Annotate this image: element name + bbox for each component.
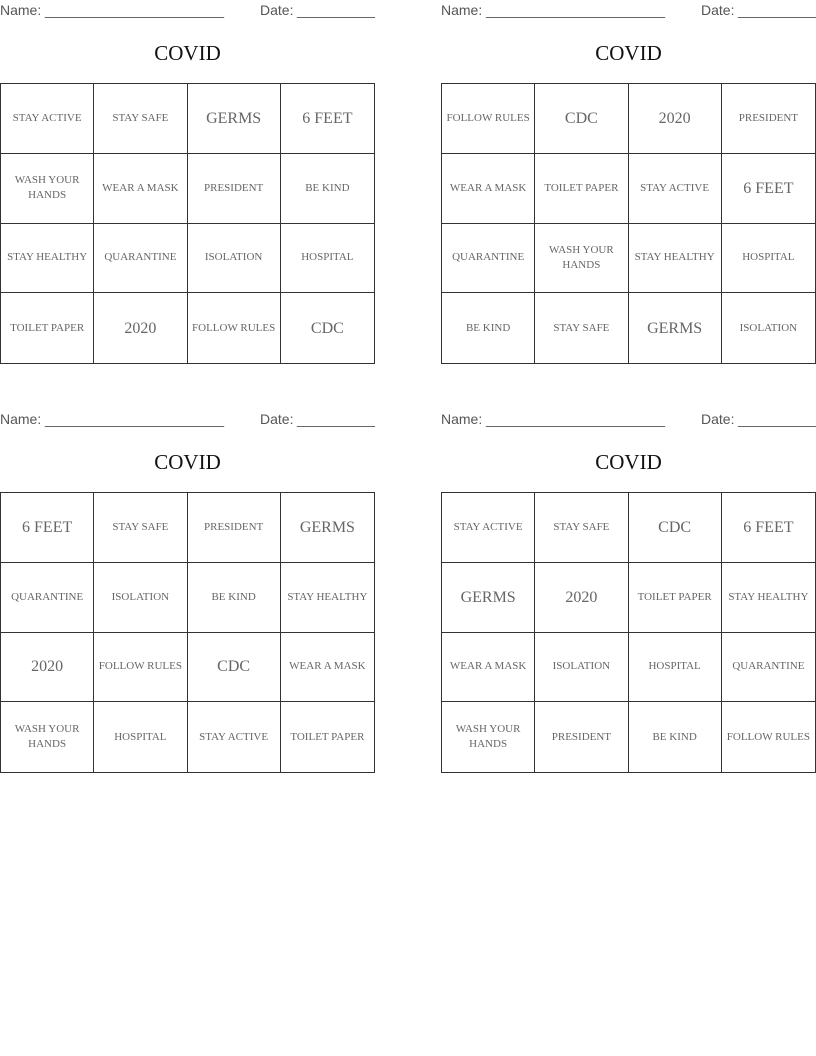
bingo-cell: GERMS: [188, 84, 281, 154]
date-blank-line: __________: [738, 411, 816, 427]
bingo-cell: STAY HEALTHY: [281, 563, 374, 633]
bingo-cell: TOILET PAPER: [1, 293, 94, 363]
bingo-cell: WASH YOUR HANDS: [442, 702, 535, 772]
card-title: COVID: [154, 450, 221, 474]
bingo-cell: QUARANTINE: [442, 224, 535, 294]
bingo-cell: 2020: [1, 633, 94, 703]
bingo-cell: STAY ACTIVE: [188, 702, 281, 772]
date-label: Date:: [701, 411, 735, 427]
bingo-cell: FOLLOW RULES: [442, 84, 535, 154]
bingo-cell: STAY ACTIVE: [1, 84, 94, 154]
name-label: Name:: [0, 2, 42, 18]
bingo-cell: QUARANTINE: [94, 224, 187, 294]
bingo-cell: PRESIDENT: [188, 154, 281, 224]
bingo-cell: HOSPITAL: [629, 633, 722, 703]
bingo-cell: STAY SAFE: [535, 493, 628, 563]
bingo-cell: CDC: [188, 633, 281, 703]
bingo-cell: BE KIND: [281, 154, 374, 224]
bingo-cell: GERMS: [629, 293, 722, 363]
bingo-cell: 6 FEET: [1, 493, 94, 563]
bingo-grid: [0, 83, 375, 364]
card-header: [441, 0, 816, 22]
card-title: COVID: [595, 450, 662, 474]
bingo-cell: WASH YOUR HANDS: [1, 702, 94, 772]
name-blank-line: _______________________: [45, 2, 225, 18]
name-blank-line: _______________________: [45, 411, 225, 427]
bingo-cell: GERMS: [442, 563, 535, 633]
bingo-cell: BE KIND: [188, 563, 281, 633]
bingo-cell: STAY HEALTHY: [629, 224, 722, 294]
bingo-cell: 6 FEET: [722, 154, 815, 224]
bingo-cell: STAY ACTIVE: [442, 493, 535, 563]
date-label: Date:: [701, 2, 735, 18]
bingo-cell: FOLLOW RULES: [94, 633, 187, 703]
card-title: COVID: [154, 41, 221, 65]
bingo-cell: ISOLATION: [94, 563, 187, 633]
bingo-cell: ISOLATION: [739, 321, 798, 334]
bingo-cell: FOLLOW RULES: [726, 730, 810, 743]
bingo-cell: 2020: [94, 293, 187, 363]
bingo-cell: WASH YOUR HANDS: [1, 154, 94, 224]
bingo-cell: STAY HEALTHY: [1, 224, 94, 294]
bingo-cell: 6 FEET: [281, 84, 374, 154]
card-header: [441, 409, 816, 431]
date-blank-line: __________: [297, 2, 375, 18]
bingo-cell: STAY SAFE: [94, 493, 187, 563]
bingo-cell: WEAR A MASK: [94, 154, 187, 224]
date-blank-line: __________: [738, 2, 816, 18]
bingo-grid: [441, 83, 816, 364]
bingo-cell: ISOLATION: [188, 224, 281, 294]
bingo-cell: STAY SAFE: [535, 293, 628, 363]
date-label: Date:: [260, 2, 294, 18]
name-label: Name:: [441, 411, 483, 427]
bingo-grid: [441, 492, 816, 773]
bingo-cell: GERMS: [281, 493, 374, 563]
bingo-cell: TOILET PAPER: [629, 563, 722, 633]
bingo-cell: BE KIND: [629, 702, 722, 772]
name-blank-line: _______________________: [486, 2, 666, 18]
bingo-cell: HOSPITAL: [722, 224, 815, 294]
name-blank-line: _______________________: [486, 411, 666, 427]
bingo-cell: 2020: [535, 563, 628, 633]
bingo-cell: QUARANTINE: [722, 633, 815, 703]
bingo-cell: BE KIND: [442, 293, 535, 363]
bingo-cell: WASH YOUR HANDS: [535, 224, 628, 294]
bingo-cell: WEAR A MASK: [442, 154, 535, 224]
bingo-cell: HOSPITAL: [94, 702, 187, 772]
bingo-cell: ISOLATION: [535, 633, 628, 703]
bingo-cell: TOILET PAPER: [535, 154, 628, 224]
bingo-cell: WEAR A MASK: [442, 633, 535, 703]
bingo-grid: [0, 492, 375, 773]
bingo-cell: WEAR A MASK: [281, 633, 374, 703]
bingo-cell: TOILET PAPER: [290, 730, 365, 743]
card-header: [0, 0, 375, 22]
card-title: COVID: [595, 41, 662, 65]
bingo-cell: FOLLOW RULES: [188, 293, 281, 363]
bingo-cell: CDC: [535, 84, 628, 154]
bingo-cell: STAY ACTIVE: [629, 154, 722, 224]
bingo-cell: CDC: [310, 319, 344, 337]
date-label: Date:: [260, 411, 294, 427]
bingo-cell: 6 FEET: [722, 493, 815, 563]
bingo-cell: PRESIDENT: [188, 493, 281, 563]
bingo-cell: STAY HEALTHY: [722, 563, 815, 633]
bingo-cell: QUARANTINE: [1, 563, 94, 633]
card-header: [0, 409, 375, 431]
bingo-cell: PRESIDENT: [535, 702, 628, 772]
name-label: Name:: [0, 411, 42, 427]
bingo-cell: STAY SAFE: [94, 84, 187, 154]
name-label: Name:: [441, 2, 483, 18]
bingo-cell: 2020: [629, 84, 722, 154]
date-blank-line: __________: [297, 411, 375, 427]
bingo-cell: HOSPITAL: [281, 224, 374, 294]
bingo-cell: CDC: [629, 493, 722, 563]
bingo-cell: PRESIDENT: [722, 84, 815, 154]
